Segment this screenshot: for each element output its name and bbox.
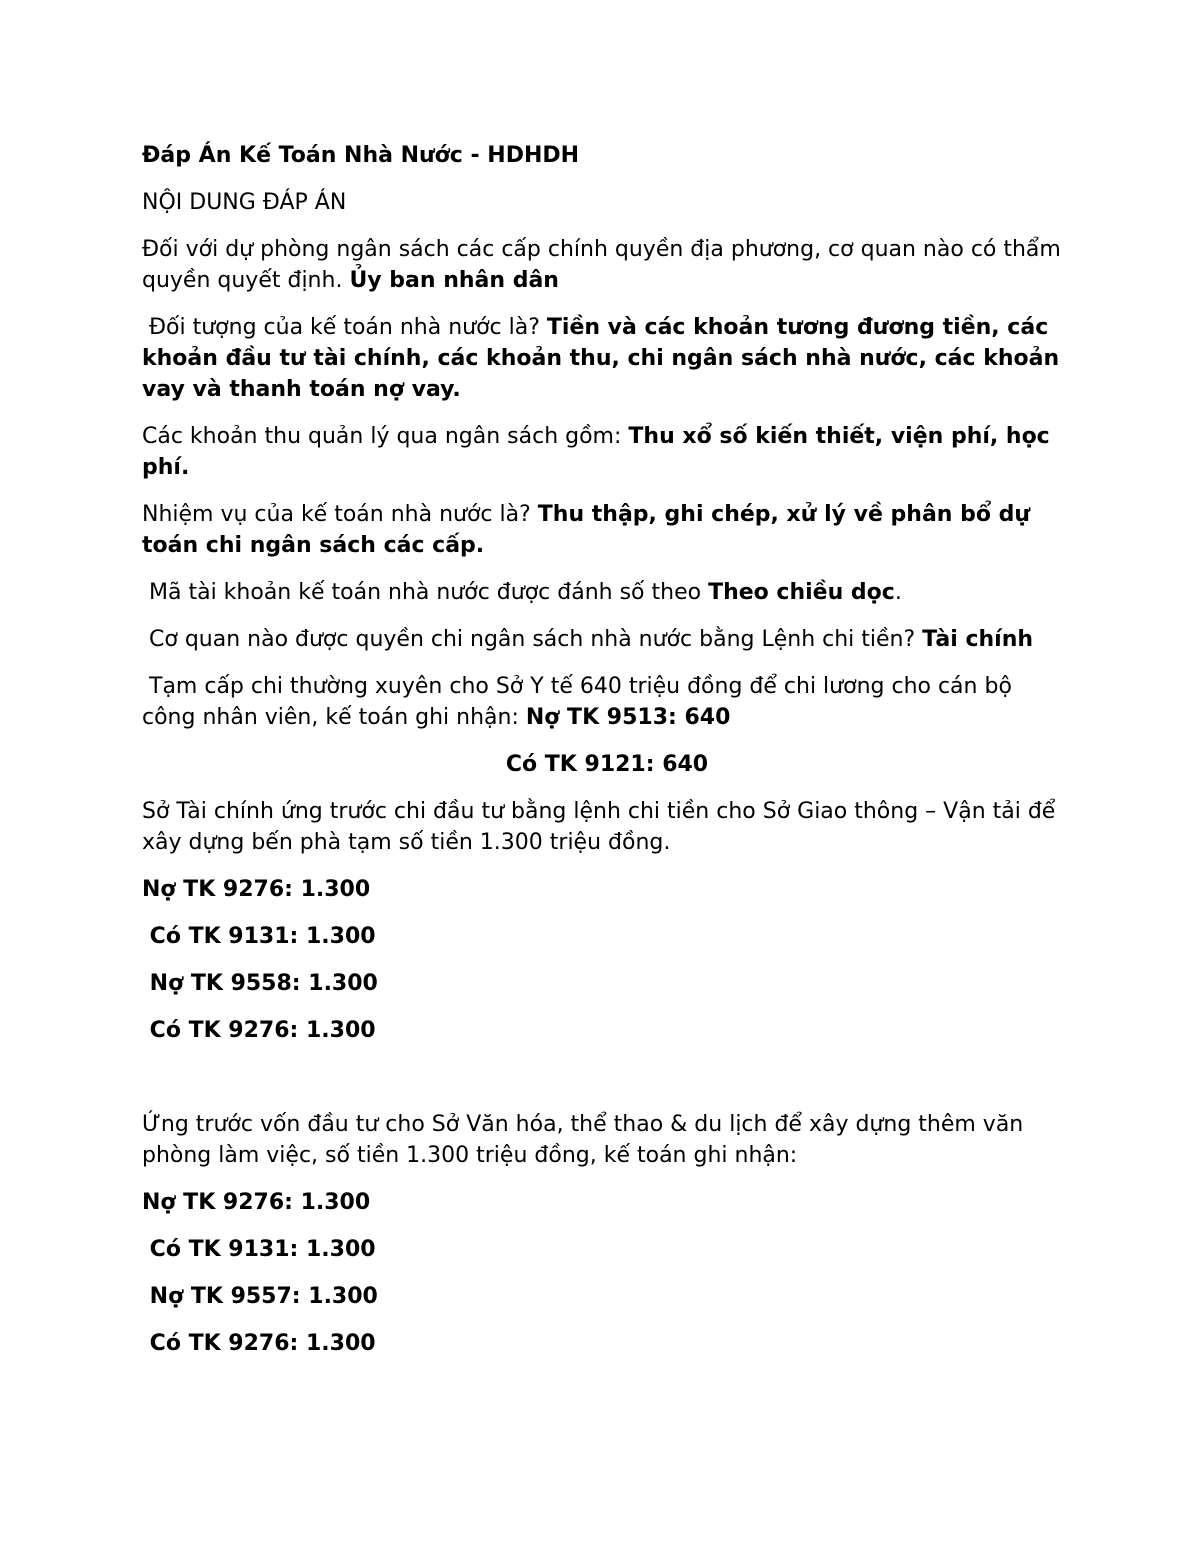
qa-item-7: [142, 671, 1072, 733]
answer-text: Theo chiều dọc: [708, 580, 895, 605]
answer-text: Nợ TK 9513: 640: [525, 705, 731, 730]
journal-entry: Nợ TK 9558: 1.300: [142, 971, 378, 996]
centered-entry: Có TK 9121: 640: [505, 752, 709, 777]
case1-question: Sở Tài chính ứng trước chi đầu tư bằng lệnh chi tiền cho Sở Giao thông – Vận tải để xây dựng bến phà tạm số tiền 1.300 triệu đồng.: [142, 799, 1056, 855]
question-text: Mã tài khoản kế toán nhà nước được đánh số theo: [142, 580, 709, 605]
answer-text: Tài chính: [922, 627, 1034, 652]
qa-item-6: [142, 624, 1072, 655]
answer-text: Thu thập, ghi chép, xử lý về phân bổ dự toán chi ngân sách các cấp.: [142, 502, 1031, 558]
document-title: Đáp Án Kế Toán Nhà Nước - HDHDH: [142, 143, 580, 168]
answer-text: Thu xổ số kiến thiết, viện phí, học phí.: [142, 424, 1050, 480]
qa-item-3: [142, 421, 1072, 483]
qa-item-1: [142, 234, 1072, 296]
journal-entry: Nợ TK 9557: 1.300: [142, 1284, 378, 1309]
case2-question: Ứng trước vốn đầu tư cho Sở Văn hóa, thể thao & du lịch để xây dựng thêm văn phòng làm việc, số tiền 1.300 triệu đồng, kế toán ghi nhận:: [142, 1112, 1024, 1168]
spacer: [142, 1062, 1072, 1109]
section-heading: NỘI DUNG ĐÁP ÁN: [142, 190, 347, 215]
journal-entry: Có TK 9131: 1.300: [142, 924, 376, 949]
question-text: Các khoản thu quản lý qua ngân sách gồm:: [142, 424, 629, 449]
qa-item-2: [142, 312, 1072, 405]
journal-entry: Có TK 9276: 1.300: [142, 1018, 376, 1043]
question-text: Đối với dự phòng ngân sách các cấp chính quyền địa phương, cơ quan nào có thẩm quyền quyết định.: [142, 237, 1061, 293]
answer-suffix: .: [894, 580, 902, 605]
answer-text: Tiền và các khoản tương đương tiền, các khoản đầu tư tài chính, các khoản thu, chi ngân sách nhà nước, các khoản vay và thanh toán nợ vay.: [142, 315, 1060, 402]
journal-entry: Có TK 9276: 1.300: [142, 1331, 376, 1356]
question-text: Cơ quan nào được quyền chi ngân sách nhà nước bằng Lệnh chi tiền?: [142, 627, 923, 652]
qa-item-5: [142, 577, 1072, 608]
answer-text: Ủy ban nhân dân: [349, 268, 559, 293]
qa-item-4: [142, 499, 1072, 561]
journal-entry: Nợ TK 9276: 1.300: [142, 877, 371, 902]
document-page: [142, 140, 1072, 1375]
question-text: Tạm cấp chi thường xuyên cho Sở Y tế 640 triệu đồng để chi lương cho cán bộ công nhân viên, kế toán ghi nhận:: [142, 674, 1019, 730]
journal-entry: Nợ TK 9276: 1.300: [142, 1190, 371, 1215]
question-text: Đối tượng của kế toán nhà nước là?: [142, 315, 547, 340]
question-text: Nhiệm vụ của kế toán nhà nước là?: [142, 502, 538, 527]
journal-entry: Có TK 9131: 1.300: [142, 1237, 376, 1262]
